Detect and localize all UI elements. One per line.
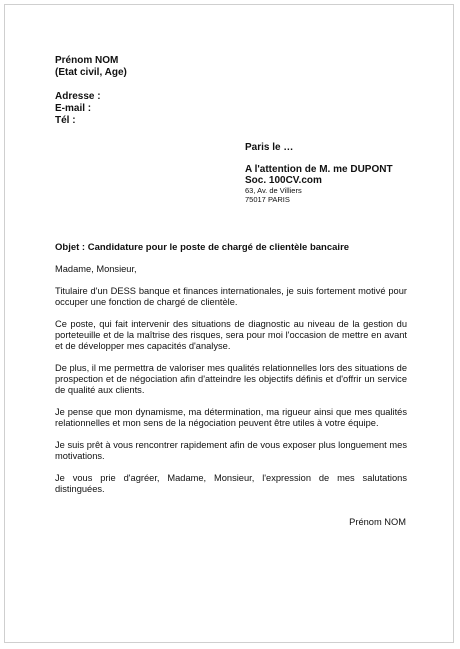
paragraph-5: Je suis prêt à vous rencontrer rapidement afin de vous exposer plus longuement mes motivations. (55, 440, 407, 461)
contact-phone: Tél : (55, 115, 76, 126)
contact-email: E-mail : (55, 103, 92, 114)
sender-name: Prénom NOM (55, 55, 119, 66)
recipient-street: 63, Av. de Villiers (245, 186, 302, 195)
paragraph-1: Titulaire d'un DESS banque et finances internationales, je suis fortement motivé pour occuper une fonction de chargé de clientèle. (55, 286, 407, 307)
paragraph-3: De plus, il me permettra de valoriser mes qualités relationnelles lors des situations de prospection et de négociation afin d'atteindre les objectifs définis et d'offrir un service de qualité aux clients. (55, 363, 407, 395)
place-date: Paris le … (245, 142, 294, 153)
recipient-block (245, 164, 393, 204)
letter-body (55, 264, 407, 506)
paragraph-4: Je pense que mon dynamisme, ma détermination, ma rigueur ainsi que mes qualités relationnelles et mon sens de la négociation peuvent être utiles à votre équipe. (55, 407, 407, 428)
paragraph-2: Ce poste, qui fait intervenir des situations de diagnostic au niveau de la gestion du porteteuille et de la maîtrise des risques, sera pour moi l'occasion de mettre en avant et de développer mes capacités d'analyse. (55, 319, 407, 351)
contact-block (55, 91, 101, 127)
sender-block (55, 55, 127, 79)
letter-subject: Objet : Candidature pour le poste de chargé de clientèle bancaire (55, 242, 350, 253)
contact-address: Adresse : (55, 91, 101, 102)
sender-status: (Etat civil, Age) (55, 67, 127, 78)
signature: Prénom NOM (349, 517, 406, 527)
recipient-company: Soc. 100CV.com (245, 175, 322, 186)
salutation: Madame, Monsieur, (55, 264, 137, 274)
recipient-city: 75017 PARIS (245, 195, 290, 204)
recipient-attention: A l'attention de M. me DUPONT (245, 164, 393, 175)
closing-paragraph: Je vous prie d'agréer, Madame, Monsieur, l'expression de mes salutations distinguées. (55, 473, 407, 494)
